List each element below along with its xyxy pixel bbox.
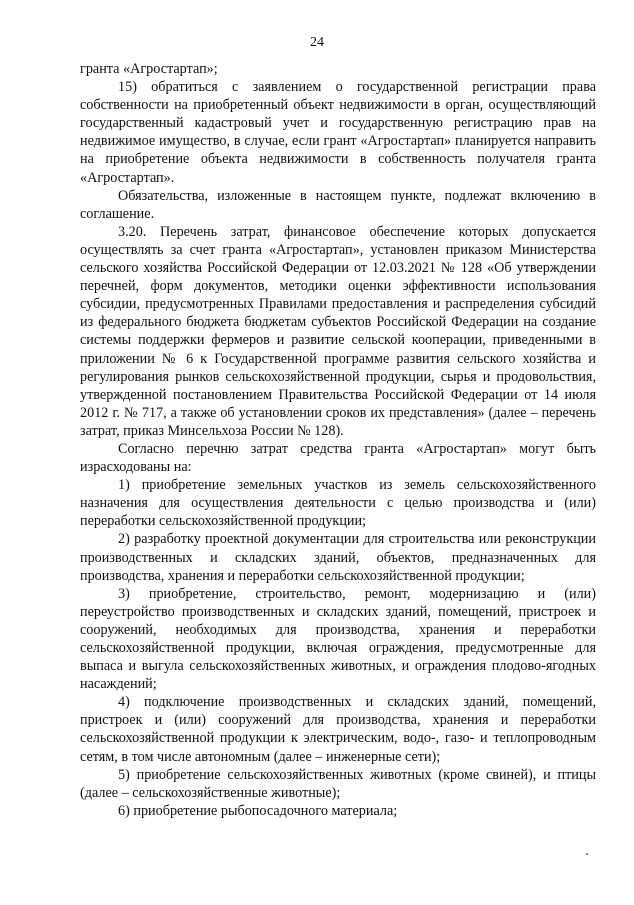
list-item-3: 3) приобретение, строительство, ремонт, модернизацию и (или) переустройство производственных и складских зданий, помещений, пристроек и сооружений, необходимых для производства, хранения и переработки сельскохозяйственной продукции, включая ограждения, предусмотренные для выпаса и выгула сельскохозяйственных животных, и ограждения плодово-ягодных насаждений; [80,585,596,693]
list-item-1: 1) приобретение земельных участков из земель сельскохозяйственного назначения для осуществления деятельности с целью производства и (или) переработки сельскохозяйственной продукции; [80,477,596,530]
paragraph-obligations: Обязательства, изложенные в настоящем пункте, подлежат включению в соглашение. [80,187,596,222]
paragraph-expenses-intro: Согласно перечню затрат средства гранта «Агростартап» могут быть израсходованы на: [80,440,596,476]
document-body [80,60,596,820]
list-item-4: 4) подключение производственных и складских зданий, помещений, пристроек и (или) сооружений для производства, хранения и переработки сельскохозяйственной продукции к электрическим, водо-, газо- и теплопроводным сетям, в том числе автономным (далее – инженерные сети); [80,694,596,765]
paragraph-3-20: 3.20. Перечень затрат, финансовое обеспечение которых допускается осуществлять за счет гранта «Агростартап», установлен приказом Министерства сельского хозяйства Российской Федерации от 12.03.2021 № 128 «Об утверждении перечней, форм документов, методики оценки эффективности использования субсидии, предусмотренных Правилами предоставления и распределения субсидий из федерального бюджета бюджетам субъектов Российской Федерации на создание системы поддержки фермеров и развитие сельской кооперации, приведенными в приложении № 6 к Государственной программе развития сельского хозяйства и регулирования рынков сельскохозяйственной продукции, сырья и продовольствия, утвержденной постановлением Правительства Российской Федерации от 14 июля 2012 г. № 717, а также об установлении сроков их представления» (далее – перечень затрат, приказ Минсельхоза России № 128). [80,223,596,439]
page-number: 24 [310,35,324,50]
list-item-6: 6) приобретение рыбопосадочного материала; [118,802,398,819]
paragraph-continuation: гранта «Агростартап»; [80,61,218,77]
paragraph-item-15: 15) обратиться с заявлением о государственной регистрации права собственности на приобретенный объект недвижимости в орган, осуществляющий государственный кадастровый учет и государственную регистрацию прав на недвижимое имущество, в случае, если грант «Агростартап» планируется направить на приобретение объекта недвижимости в собственность получателя гранта «Агростартап». [80,79,596,186]
scan-speck [586,853,588,855]
list-item-2: 2) разработку проектной документации для строительства или реконструкции производственных и складских зданий, объектов, предназначенных для производства, хранения и переработки сельскохозяйственной продукции; [80,531,596,584]
list-item-5: 5) приобретение сельскохозяйственных животных (кроме свиней), и птицы (далее – сельскохозяйственные животные); [80,766,596,801]
